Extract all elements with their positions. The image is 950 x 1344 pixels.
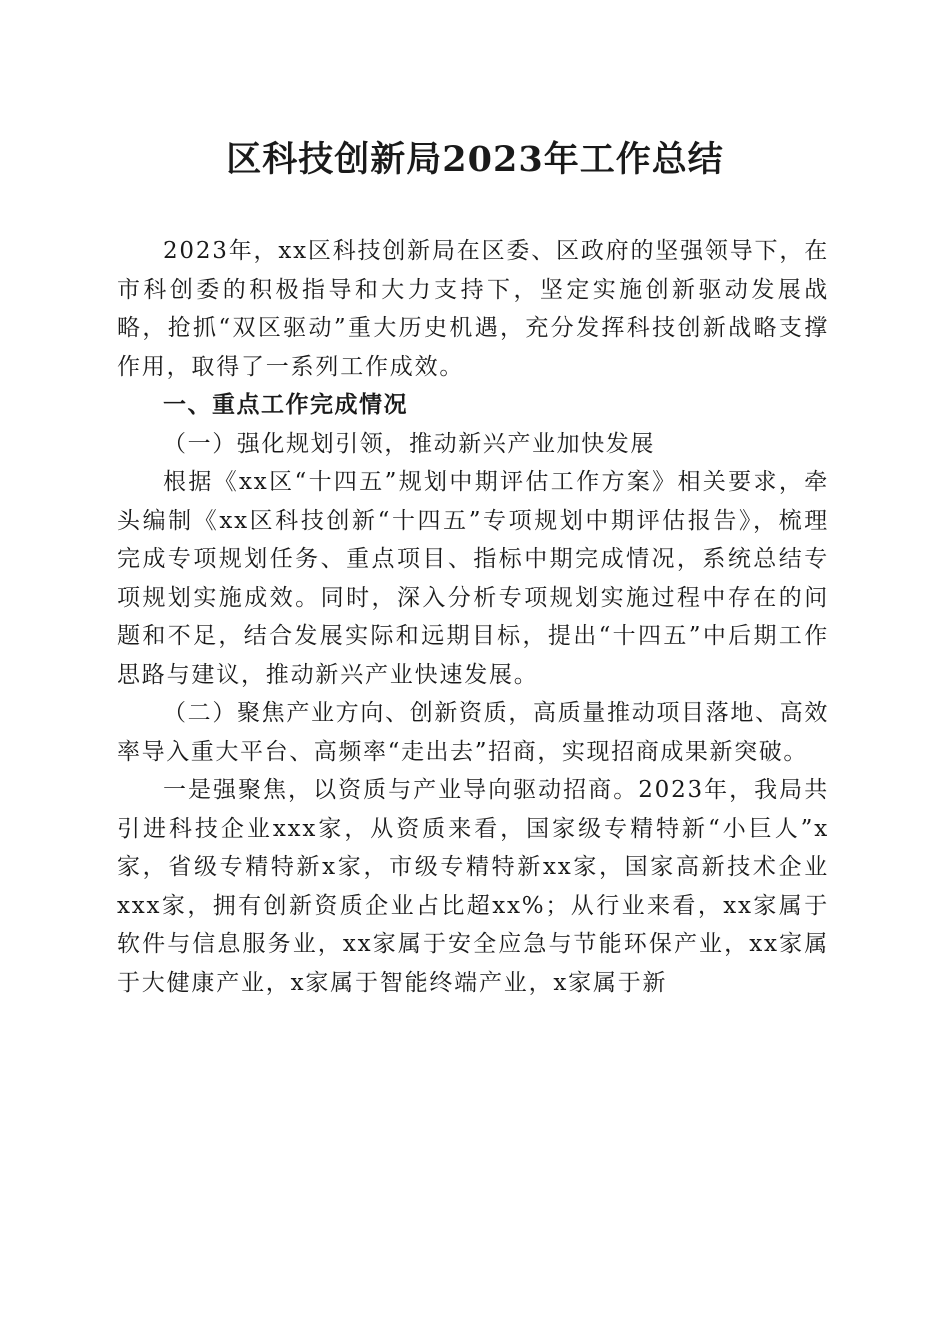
document-body <box>117 232 829 1002</box>
subsection-heading-1: （一）强化规划引领，推动新兴产业加快发展 <box>163 430 655 457</box>
paragraph-planning: 根据《xx区“十四五”规划中期评估工作方案》相关要求，牵头编制《xx区科技创新“十四五”专项规划中期评估报告》，梳理完成专项规划任务、重点项目、指标中期完成情况，系统总结专项规划实施成效。同时，深入分析专项规划实施过程中存在的问题和不足，结合发展实际和远期目标，提出“十四五”中后期工作思路与建议，推动新兴产业快速发展。 <box>117 469 829 688</box>
paragraph-intro: 2023年，xx区科技创新局在区委、区政府的坚强领导下，在市科创委的积极指导和大力支持下，坚定实施创新驱动发展战略，抢抓“双区驱动”重大历史机遇，充分发挥科技创新战略支撑作用，取得了一系列工作成效。 <box>117 238 829 380</box>
paragraph-investment: 一是强聚焦，以资质与产业导向驱动招商。2023年，我局共引进科技企业xxx家，从资质来看，国家级专精特新“小巨人”x家，省级专精特新x家，市级专精特新xx家，国家高新技术企业xxx家，拥有创新资质企业占比超xx%；从行业来看，xx家属于软件与信息服务业，xx家属于安全应急与节能环保产业，xx家属于大健康产业，x家属于智能终端产业，x家属于新 <box>117 777 829 996</box>
document-title: 区科技创新局2023年工作总结 <box>226 139 724 180</box>
section-heading-1: 一、重点工作完成情况 <box>163 392 408 418</box>
subsection-heading-2: （二）聚焦产业方向、创新资质，高质量推动项目落地、高效率导入重大平台、高频率“走出去”招商，实现招商成果新突破。 <box>117 700 829 765</box>
